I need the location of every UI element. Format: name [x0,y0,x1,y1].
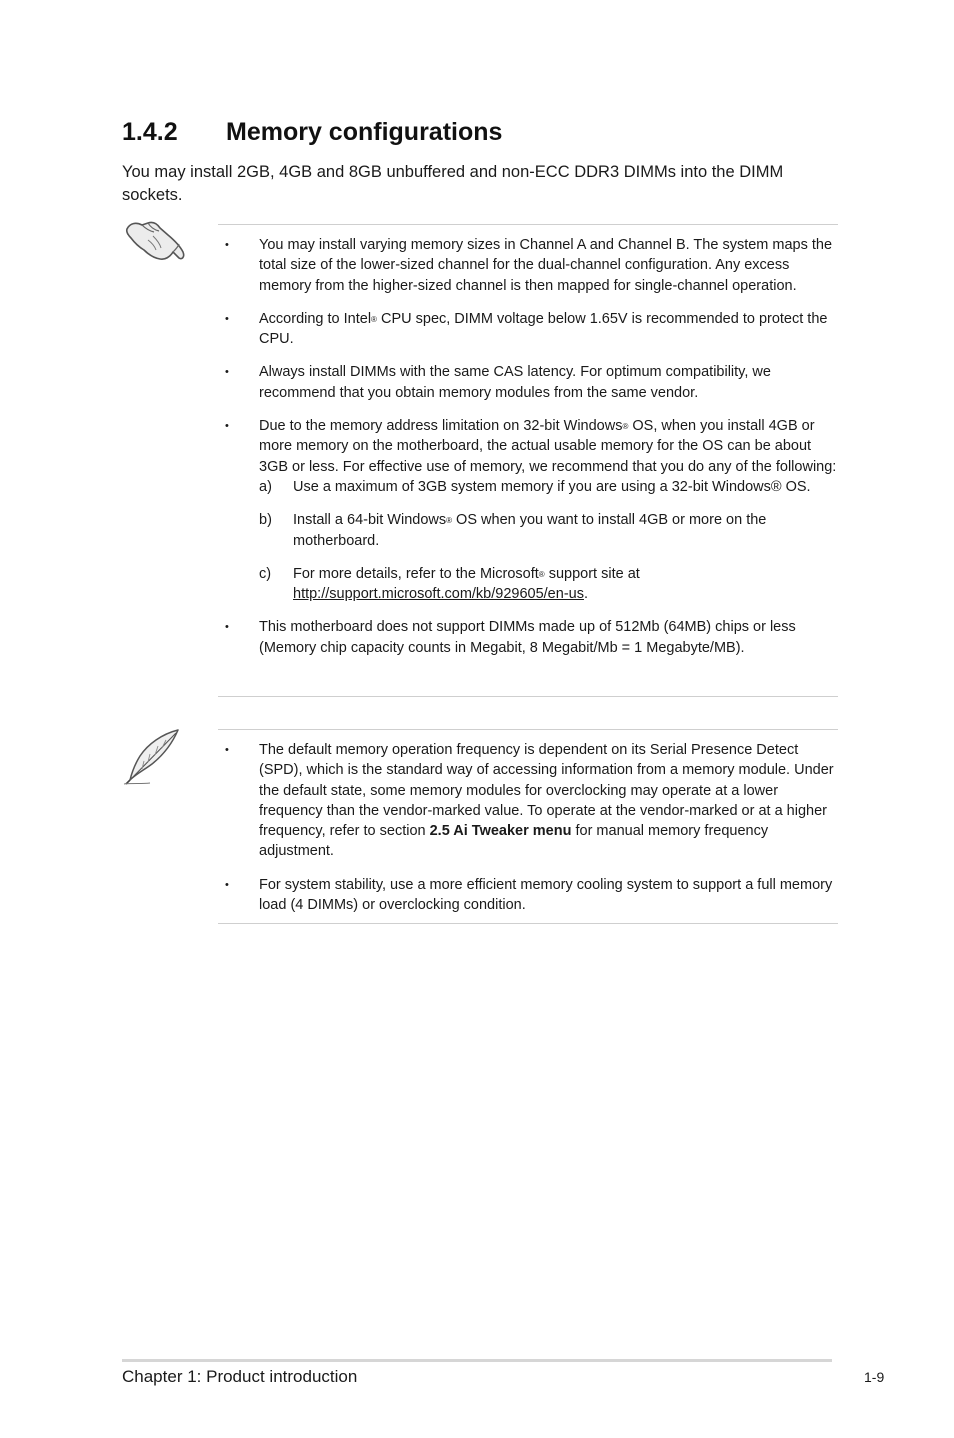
section-title: Memory configurations [226,118,503,146]
caution-item-chip-capacity: • This motherboard does not support DIMMs made up of 512Mb (64MB) chips or less (Memory chip capacity counts in Megabit, 8 Megabit/Mb = 1 Megabyte/MB). [218,617,838,658]
recommendation-item-a: a) Use a maximum of 3GB system memory if you are using a 32-bit Windows® OS. [259,478,811,495]
note-item-spd-frequency: • The default memory operation frequency is dependent on its Serial Presence Detect (SPD), which is the standard way of accessing information from a memory module. Under the default state, some memory modules for overclocking may operate at a lower frequency than the vendor-marked value. To operate at the vendor-marked or at a higher frequency, refer to section 2.5 Ai Tweaker menu for manual memory frequency adjustment. [218,740,838,862]
section-number: 1.4.2 [122,118,178,146]
intro-paragraph: You may install 2GB, 4GB and 8GB unbuffered and non-ECC DDR3 DIMMs into the DIMM sockets. [122,163,784,204]
page-number: 1-9 [864,1369,885,1385]
section-reference: 2.5 Ai Tweaker menu [429,823,572,840]
caution-item-channels: • You may install varying memory sizes in Channel A and Channel B. The system maps the total size of the lower-sized channel for the dual-channel configuration. Any excess memory from the higher-sized channel is then mapped for single-channel operation. [218,235,838,296]
registered-mark: ® [446,516,453,526]
footer-chapter: Chapter 1: Product introduction [122,1367,358,1386]
recommendation-item-c: c) For more details, refer to the Microsoft® support site at http://support.microsoft.com/kb/929605/en-us. [259,565,640,603]
recommendation-item-b: b) Install a 64-bit Windows® OS when you want to install 4GB or more on the motherboard. [259,512,767,549]
caution-item-voltage: • According to Intel® CPU spec, DIMM voltage below 1.65V is recommended to protect the CPU. [218,309,838,350]
caution-list [218,235,838,658]
caution-box [218,224,838,697]
caution-item-32bit-limit: • Due to the memory address limitation on 32-bit Windows® OS, when you install 4GB or more memory on the motherboard, the actual usable memory for the OS can be about 3GB or less. For effective use of memory, we recommend that you do any of the following: a) Use a maximum of 3GB system memory if you are using a 32-bit Windows® OS. b) Install a 64-bit Windows® OS when you want to install 4GB or more on the motherboard. c) For more details, refer to the Microsoft® support site at http://support.microsoft.com/kb/929605/en-us. [218,416,838,604]
registered-mark: ® [538,569,545,579]
pointing-hand-icon [124,217,186,265]
registered-mark: ® [622,422,629,432]
microsoft-support-link[interactable]: http://support.microsoft.com/kb/929605/en-us [293,586,584,603]
note-item-cooling: • For system stability, use a more efficient memory cooling system to support a full memory load (4 DIMMs) or overclocking condition. [218,875,838,916]
note-box [218,729,838,924]
note-list [218,740,838,915]
registered-mark: ® [371,314,377,324]
quill-pen-icon [122,728,180,786]
caution-item-cas-latency: • Always install DIMMs with the same CAS latency. For optimum compatibility, we recommend that you obtain memory modules from the same vendor. [218,362,838,403]
footer-divider [122,1359,832,1362]
section-heading [122,118,502,147]
recommendation-list [259,477,838,604]
